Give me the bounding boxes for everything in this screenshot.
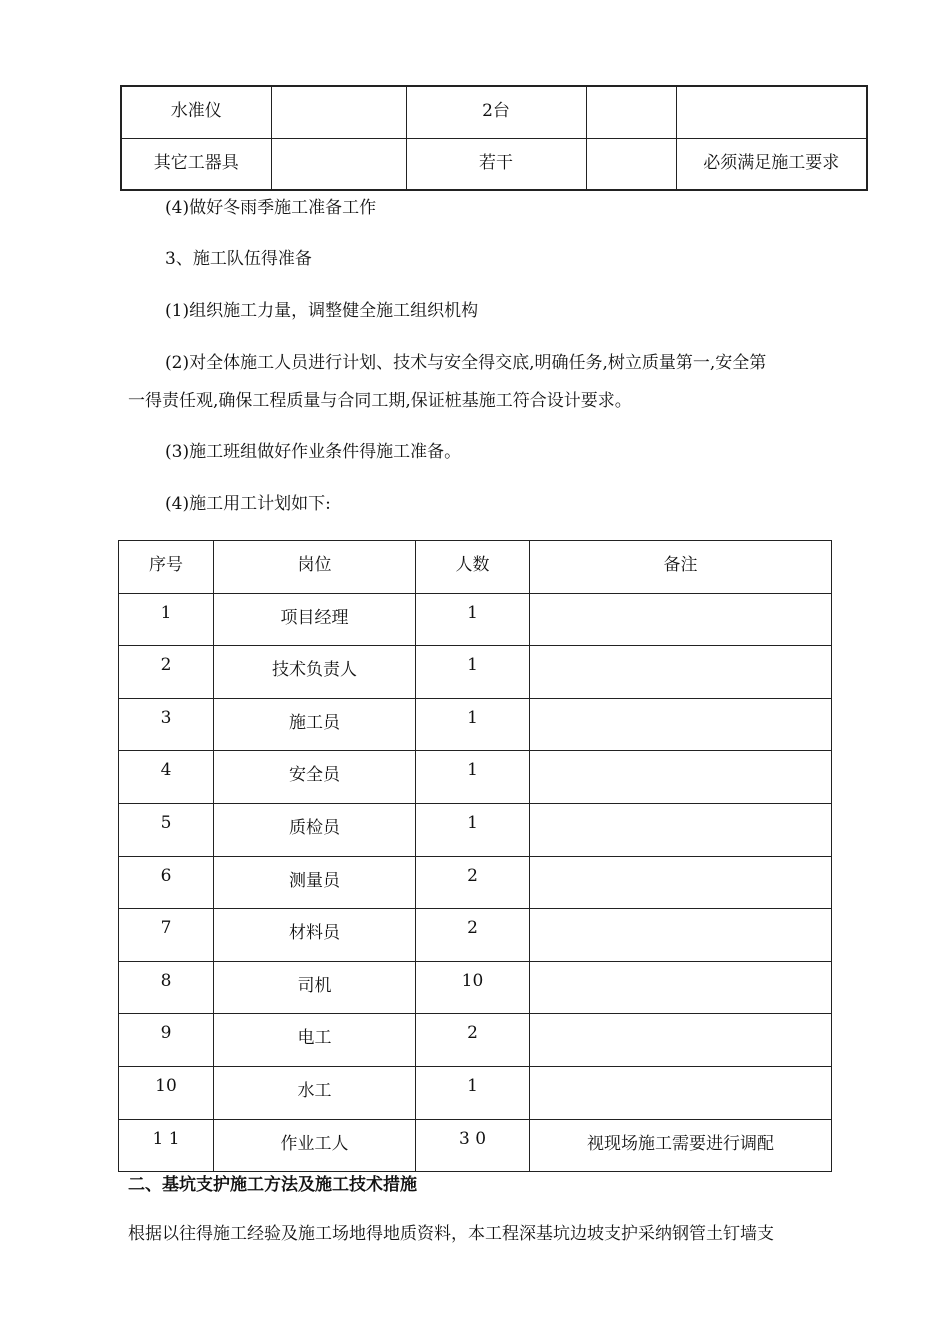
table-cell: 8 xyxy=(119,961,214,1014)
table-row xyxy=(119,1066,832,1119)
table-cell: 6 xyxy=(119,856,214,909)
column-header-position: 岗位 xyxy=(214,541,416,594)
table-cell: 水工 xyxy=(214,1066,416,1119)
table-cell: 施工员 xyxy=(214,698,416,751)
table-cell: 安全员 xyxy=(214,751,416,804)
table-row xyxy=(121,86,867,138)
paragraph-briefing-line2: 一得责任观,确保工程质量与合同工期,保证桩基施工符合设计要求。 xyxy=(128,391,632,411)
table-cell xyxy=(530,803,832,856)
staff-table xyxy=(118,540,832,1172)
table-cell: 必须满足施工要求 xyxy=(676,138,867,190)
table-cell xyxy=(530,751,832,804)
equipment-table xyxy=(120,85,868,191)
table-cell xyxy=(530,856,832,909)
table-cell: 3 xyxy=(119,698,214,751)
section-body-line1: 根据以往得施工经验及施工场地得地质资料，本工程深基坑边坡支护采纳钢管土钉墙支 xyxy=(128,1224,774,1244)
table-cell: 4 xyxy=(119,751,214,804)
table-cell: 材料员 xyxy=(214,909,416,962)
table-cell: 1 xyxy=(416,646,530,699)
table-row xyxy=(121,138,867,190)
table-cell: 2 xyxy=(416,909,530,962)
table-cell: 2台 xyxy=(406,86,586,138)
paragraph-team-title: 3、施工队伍得准备 xyxy=(165,249,312,269)
table-cell: 视现场施工需要进行调配 xyxy=(530,1119,832,1172)
table-cell xyxy=(530,961,832,1014)
table-cell: 司机 xyxy=(214,961,416,1014)
table-row xyxy=(119,646,832,699)
table-cell xyxy=(530,909,832,962)
table-cell: 10 xyxy=(119,1066,214,1119)
column-header-notes: 备注 xyxy=(530,541,832,594)
table-cell: 项目经理 xyxy=(214,593,416,646)
table-cell: 2 xyxy=(416,856,530,909)
table-cell: 5 xyxy=(119,803,214,856)
table-row xyxy=(119,593,832,646)
table-cell: 9 xyxy=(119,1014,214,1067)
table-cell xyxy=(530,593,832,646)
table-row xyxy=(119,961,832,1014)
table-cell: 作业工人 xyxy=(214,1119,416,1172)
table-cell: 7 xyxy=(119,909,214,962)
table-header-row xyxy=(119,541,832,594)
table-row xyxy=(119,1014,832,1067)
table-cell xyxy=(271,138,406,190)
table-cell xyxy=(676,86,867,138)
table-row xyxy=(119,751,832,804)
table-cell: 测量员 xyxy=(214,856,416,909)
paragraph-crew: (3)施工班组做好作业条件得施工准备。 xyxy=(165,442,462,462)
table-row xyxy=(119,909,832,962)
table-cell: 2 xyxy=(416,1014,530,1067)
column-header-count: 人数 xyxy=(416,541,530,594)
table-cell xyxy=(271,86,406,138)
table-cell xyxy=(530,1066,832,1119)
table-cell: 水准仪 xyxy=(121,86,271,138)
table-cell: 其它工器具 xyxy=(121,138,271,190)
table-row xyxy=(119,856,832,909)
table-cell xyxy=(586,138,676,190)
table-cell xyxy=(530,698,832,751)
table-cell: 1 xyxy=(119,593,214,646)
table-cell: 技术负责人 xyxy=(214,646,416,699)
table-cell: 3 0 xyxy=(416,1119,530,1172)
table-cell: 1 xyxy=(416,593,530,646)
table-cell xyxy=(530,1014,832,1067)
table-cell: 10 xyxy=(416,961,530,1014)
table-cell xyxy=(586,86,676,138)
table-cell: 若干 xyxy=(406,138,586,190)
section-heading: 二、基坑支护施工方法及施工技术措施 xyxy=(128,1175,417,1195)
table-row xyxy=(119,698,832,751)
column-header-index: 序号 xyxy=(119,541,214,594)
table-cell: 2 xyxy=(119,646,214,699)
table-cell: 1 xyxy=(416,698,530,751)
paragraph-labor-plan: (4)施工用工计划如下: xyxy=(165,494,331,514)
table-cell: 电工 xyxy=(214,1014,416,1067)
table-cell xyxy=(530,646,832,699)
table-row xyxy=(119,803,832,856)
table-cell: 1 xyxy=(416,803,530,856)
table-cell: 1 xyxy=(416,751,530,804)
table-row xyxy=(119,1119,832,1172)
table-cell: 1 xyxy=(416,1066,530,1119)
table-cell: 质检员 xyxy=(214,803,416,856)
paragraph-briefing-line1: (2)对全体施工人员进行计划、技术与安全得交底,明确任务,树立质量第一,安全第 xyxy=(165,353,767,373)
paragraph-winter-rain: (4)做好冬雨季施工准备工作 xyxy=(165,198,377,218)
table-cell: 1 1 xyxy=(119,1119,214,1172)
paragraph-organization: (1)组织施工力量，调整健全施工组织机构 xyxy=(165,301,479,321)
